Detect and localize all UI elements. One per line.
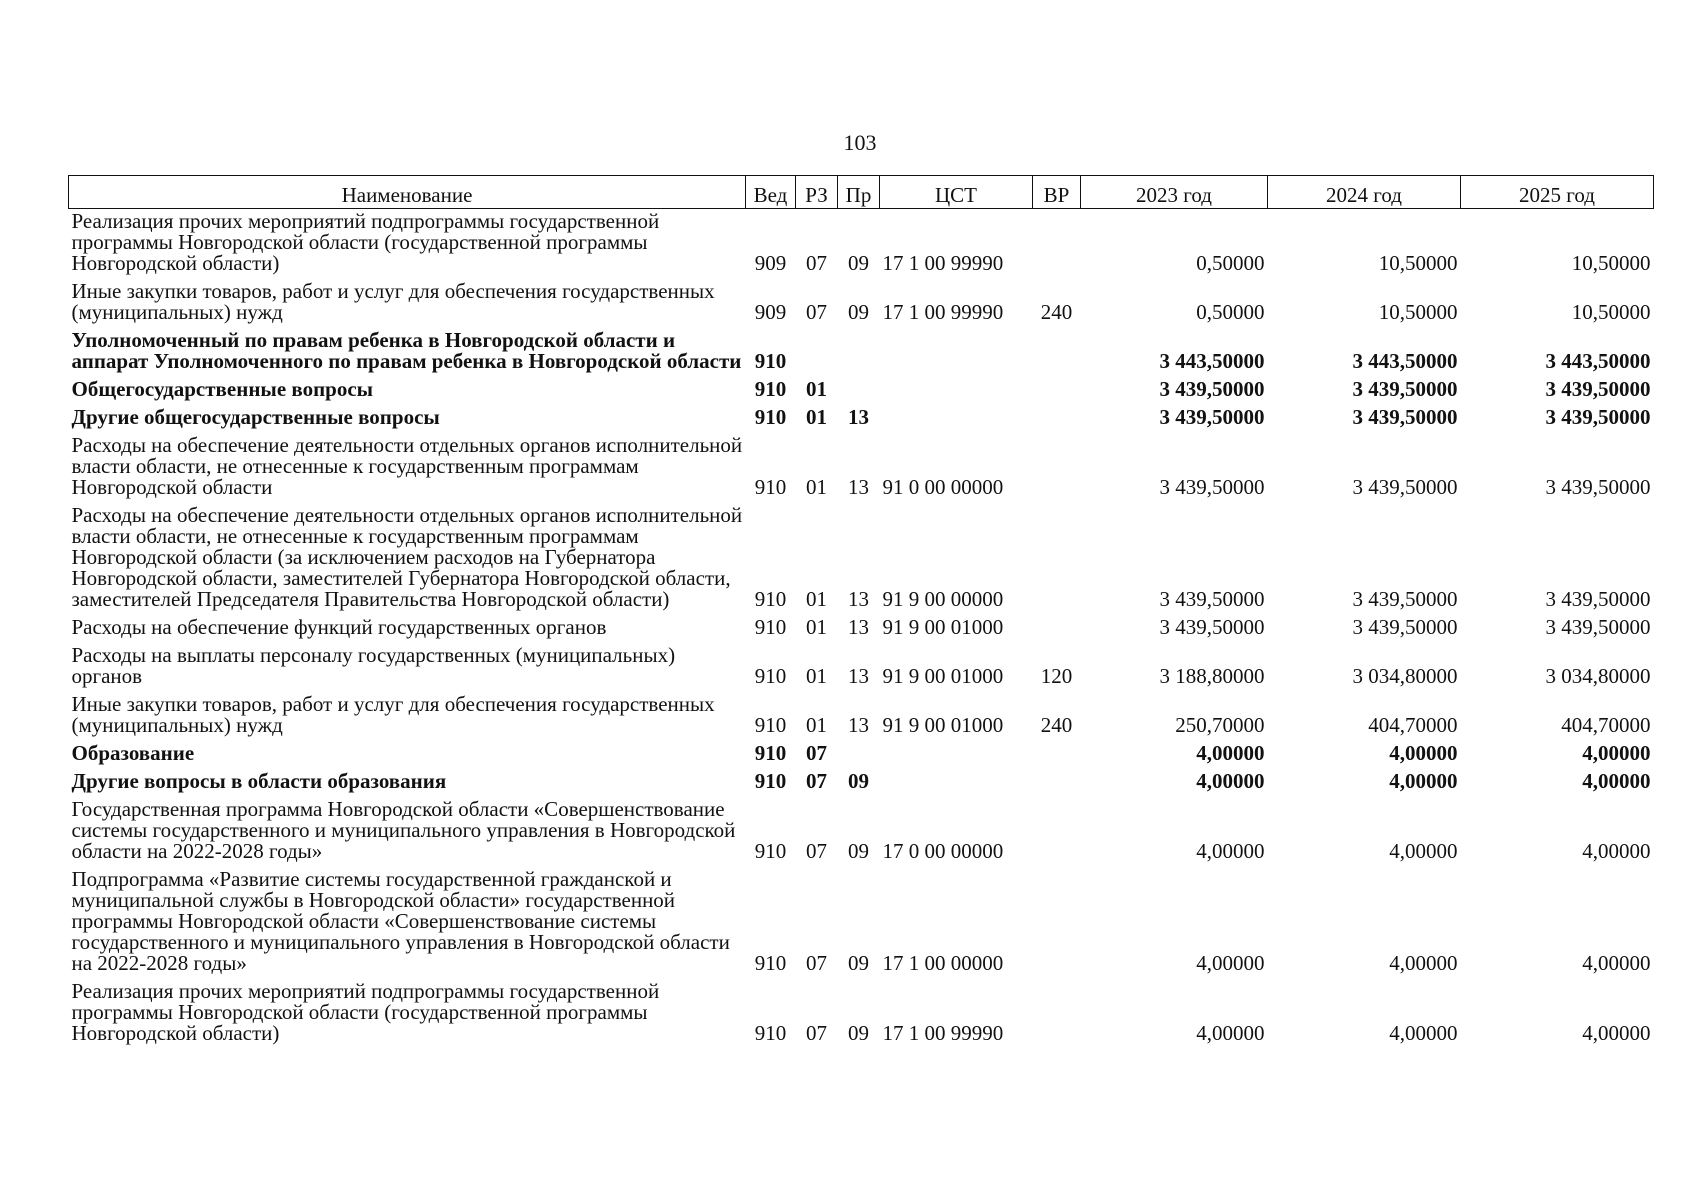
cell-name: Другие вопросы в области образования: [71, 769, 447, 793]
cell-ved: 910: [754, 615, 787, 639]
cell-vr: [1033, 328, 1081, 377]
column-header-cst: ЦСТ: [880, 176, 1033, 209]
table-row: [69, 797, 1654, 867]
cell-cst: 17 1 00 99990: [882, 1021, 1004, 1045]
cell-2025: 4,00000: [1582, 1021, 1651, 1045]
cell-vr: [1033, 741, 1081, 769]
cell-2024: 10,50000: [1378, 300, 1458, 324]
cell-2023: 4,00000: [1196, 951, 1265, 975]
cell-name: Реализация прочих мероприятий подпрограммы государственной программы Новгородской области (государственной программы Новгородской области): [71, 209, 660, 275]
cell-rz: 07: [806, 300, 827, 324]
cell-rz: 01: [806, 615, 827, 639]
cell-2025: 404,70000: [1561, 713, 1651, 737]
cell-vr: [1033, 209, 1081, 280]
cell-ved: 910: [754, 713, 787, 737]
cell-2023: 3 439,50000: [1159, 475, 1265, 499]
cell-ved: 910: [754, 405, 787, 429]
cell-2025: 3 439,50000: [1545, 475, 1651, 499]
cell-ved: 909: [754, 300, 787, 324]
cell-pr: 09: [848, 1021, 869, 1045]
cell-2024: 3 443,50000: [1352, 349, 1458, 373]
cell-name: Государственная программа Новгородской области «Совершенствование системы государственного и муниципального управления в Новгородской области на 2022-2028 годы»: [71, 797, 736, 863]
cell-2025: 10,50000: [1571, 251, 1651, 275]
cell-2024: 3 034,80000: [1352, 664, 1458, 688]
cell-vr: [1033, 503, 1081, 615]
cell-pr: 09: [848, 251, 869, 275]
cell-pr: [838, 328, 880, 377]
cell-2023: 250,70000: [1175, 713, 1265, 737]
cell-ved: 910: [754, 1021, 787, 1045]
table-row: [69, 769, 1654, 797]
cell-vr: 240: [1040, 300, 1073, 324]
cell-2025: 3 439,50000: [1545, 377, 1651, 401]
cell-pr: 09: [848, 839, 869, 863]
cell-2024: 3 439,50000: [1352, 475, 1458, 499]
cell-rz: 01: [806, 475, 827, 499]
cell-cst: 17 1 00 99990: [882, 251, 1004, 275]
cell-rz: 07: [806, 769, 827, 793]
cell-rz: [796, 328, 838, 377]
table-row: [69, 433, 1654, 503]
cell-vr: [1033, 979, 1081, 1049]
cell-vr: [1033, 797, 1081, 867]
cell-name: Реализация прочих мероприятий подпрограммы государственной программы Новгородской области (государственной программы Новгородской области): [71, 979, 660, 1045]
cell-pr: 09: [848, 300, 869, 324]
table-row: [69, 503, 1654, 615]
cell-ved: 910: [754, 377, 787, 401]
cell-2025: 4,00000: [1582, 741, 1651, 765]
cell-2024: 4,00000: [1389, 741, 1458, 765]
cell-cst: 17 0 00 00000: [882, 839, 1004, 863]
cell-2024: 3 439,50000: [1352, 377, 1458, 401]
cell-rz: 07: [806, 251, 827, 275]
cell-rz: 01: [806, 664, 827, 688]
cell-vr: 240: [1040, 713, 1073, 737]
budget-table: [68, 175, 1654, 1049]
cell-2023: 4,00000: [1196, 769, 1265, 793]
table-body: [69, 209, 1654, 1050]
table-row: [69, 279, 1654, 328]
cell-cst: 91 9 00 01000: [882, 713, 1004, 737]
table-row: [69, 328, 1654, 377]
table-header: [69, 176, 1654, 209]
cell-rz: 07: [806, 951, 827, 975]
table-row: [69, 377, 1654, 405]
cell-cst: 91 9 00 01000: [882, 664, 1004, 688]
cell-2023: 3 439,50000: [1159, 587, 1265, 611]
cell-vr: [1033, 433, 1081, 503]
cell-vr: [1033, 377, 1081, 405]
cell-rz: 07: [806, 1021, 827, 1045]
cell-name: Общегосударственные вопросы: [71, 377, 374, 401]
cell-2023: 3 439,50000: [1159, 615, 1265, 639]
column-header-name: Наименование: [69, 176, 746, 209]
cell-cst: 91 9 00 01000: [882, 615, 1004, 639]
cell-ved: 910: [754, 839, 787, 863]
cell-vr: [1033, 405, 1081, 433]
cell-pr: 13: [848, 587, 869, 611]
cell-2023: 4,00000: [1196, 1021, 1265, 1045]
cell-2025: 3 443,50000: [1545, 349, 1651, 373]
cell-name: Образование: [71, 741, 195, 765]
table-row: [69, 209, 1654, 280]
cell-2023: 4,00000: [1196, 839, 1265, 863]
cell-2023: 4,00000: [1196, 741, 1265, 765]
cell-ved: 910: [754, 951, 787, 975]
cell-2024: 3 439,50000: [1352, 405, 1458, 429]
cell-2024: 4,00000: [1389, 839, 1458, 863]
cell-pr: 13: [848, 615, 869, 639]
cell-ved: 910: [754, 769, 787, 793]
column-header-rz: РЗ: [796, 176, 838, 209]
column-header-pr: Пр: [838, 176, 880, 209]
cell-rz: 01: [806, 405, 827, 429]
cell-rz: 01: [806, 713, 827, 737]
cell-cst: [880, 741, 1033, 769]
column-header-2025: 2025 год: [1461, 176, 1654, 209]
cell-2025: 4,00000: [1582, 839, 1651, 863]
cell-cst: 17 1 00 00000: [882, 951, 1004, 975]
cell-ved: 910: [754, 664, 787, 688]
column-header-ved: Вед: [746, 176, 796, 209]
table-row: [69, 405, 1654, 433]
cell-2023: 3 443,50000: [1159, 349, 1265, 373]
cell-rz: 07: [806, 741, 827, 765]
cell-vr: [1033, 615, 1081, 643]
cell-ved: 909: [754, 251, 787, 275]
cell-cst: [880, 328, 1033, 377]
cell-cst: [880, 769, 1033, 797]
table-row: [69, 692, 1654, 741]
column-header-vr: ВР: [1033, 176, 1081, 209]
cell-rz: 07: [806, 839, 827, 863]
table-row: [69, 979, 1654, 1049]
cell-2025: 3 439,50000: [1545, 615, 1651, 639]
cell-2024: 404,70000: [1368, 713, 1458, 737]
cell-cst: 91 0 00 00000: [882, 475, 1004, 499]
cell-pr: 09: [848, 951, 869, 975]
cell-cst: 91 9 00 00000: [882, 587, 1004, 611]
cell-2023: 3 188,80000: [1159, 664, 1265, 688]
cell-2025: 3 439,50000: [1545, 405, 1651, 429]
cell-2025: 10,50000: [1571, 300, 1651, 324]
cell-vr: [1033, 867, 1081, 979]
cell-2023: 0,50000: [1196, 251, 1265, 275]
cell-2024: 3 439,50000: [1352, 615, 1458, 639]
cell-rz: 01: [806, 587, 827, 611]
cell-name: Расходы на выплаты персоналу государственных (муниципальных) органов: [71, 643, 676, 688]
cell-rz: 01: [806, 377, 827, 401]
cell-2024: 4,00000: [1389, 951, 1458, 975]
table-row: [69, 643, 1654, 692]
cell-name: Другие общегосударственные вопросы: [71, 405, 440, 429]
cell-2025: 4,00000: [1582, 951, 1651, 975]
column-header-2023: 2023 год: [1081, 176, 1268, 209]
cell-name: Подпрограмма «Развитие системы государственной гражданской и муниципальной службы в Новгородской области» государственной программы Новгородской области «Совершенствование системы государственного и муниципального управления в Новгородской области на 2022-2028 годы»: [71, 867, 730, 975]
cell-ved: 910: [754, 475, 787, 499]
cell-ved: 910: [754, 349, 787, 373]
cell-vr: [1033, 769, 1081, 797]
cell-cst: [880, 377, 1033, 405]
cell-pr: 13: [848, 664, 869, 688]
table-row: [69, 741, 1654, 769]
cell-2025: 3 439,50000: [1545, 587, 1651, 611]
cell-name: Расходы на обеспечение деятельности отдельных органов исполнительной власти области, не отнесенные к государственным программам Новгородской области (за исключением расходов на Губернатора Новгородской области, заместителей Губернатора Новгородской области, заместителей Председателя Правительства Новгородской области): [71, 503, 743, 611]
cell-2023: 3 439,50000: [1159, 377, 1265, 401]
cell-2025: 4,00000: [1582, 769, 1651, 793]
cell-pr: [838, 377, 880, 405]
cell-ved: 910: [754, 587, 787, 611]
cell-name: Расходы на обеспечение функций государственных органов: [71, 615, 607, 639]
cell-name: Иные закупки товаров, работ и услуг для обеспечения государственных (муниципальных) нужд: [71, 692, 715, 737]
cell-name: Иные закупки товаров, работ и услуг для обеспечения государственных (муниципальных) нужд: [71, 279, 715, 324]
cell-2025: 3 034,80000: [1545, 664, 1651, 688]
cell-2023: 0,50000: [1196, 300, 1265, 324]
cell-name: Уполномоченный по правам ребенка в Новгородской области и аппарат Уполномоченного по правам ребенка в Новгородской области: [71, 328, 742, 373]
cell-vr: 120: [1040, 664, 1073, 688]
cell-cst: [880, 405, 1033, 433]
page-number: 103: [843, 130, 877, 155]
table-row: [69, 615, 1654, 643]
cell-cst: 17 1 00 99990: [882, 300, 1004, 324]
cell-pr: 13: [848, 475, 869, 499]
table-row: [69, 867, 1654, 979]
cell-2024: 10,50000: [1378, 251, 1458, 275]
cell-2023: 3 439,50000: [1159, 405, 1265, 429]
cell-2024: 4,00000: [1389, 1021, 1458, 1045]
cell-name: Расходы на обеспечение деятельности отдельных органов исполнительной власти области, не отнесенные к государственным программам Новгородской области: [71, 433, 743, 499]
column-header-2024: 2024 год: [1268, 176, 1461, 209]
cell-2024: 3 439,50000: [1352, 587, 1458, 611]
cell-pr: 13: [848, 713, 869, 737]
cell-pr: 13: [848, 405, 869, 429]
cell-pr: [838, 741, 880, 769]
cell-2024: 4,00000: [1389, 769, 1458, 793]
cell-pr: 09: [848, 769, 869, 793]
cell-ved: 910: [754, 741, 787, 765]
